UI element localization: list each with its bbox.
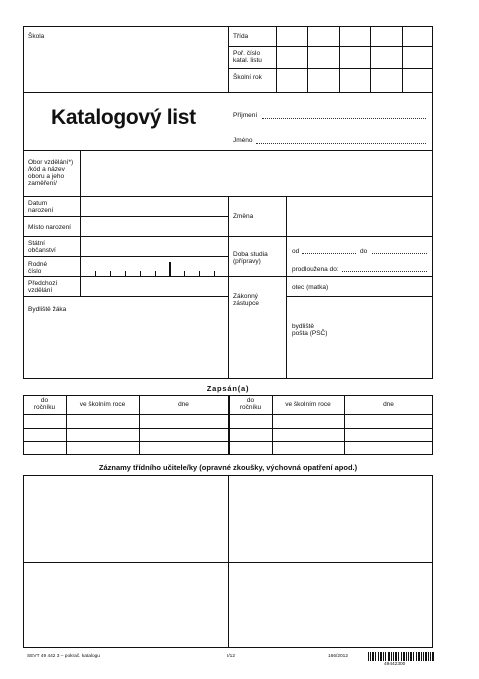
personal-right-row bbox=[286, 296, 433, 297]
header-grid-col bbox=[402, 26, 403, 93]
personal-right-divider bbox=[286, 196, 287, 379]
enrolled-grade-head-2: ročníku bbox=[239, 404, 262, 411]
firstname-line[interactable] bbox=[256, 143, 426, 144]
footer-mid: I/12 bbox=[227, 654, 236, 659]
personal-right-row bbox=[228, 236, 433, 237]
records-title: Záznamy třídního učitele/ky (opravné zkoušky, výchovná opatření apod.) bbox=[98, 463, 358, 472]
enrolled-grade-head-2: ročníku bbox=[33, 404, 56, 411]
tick bbox=[95, 271, 96, 276]
class-label: Třída bbox=[233, 33, 249, 40]
to-label: do bbox=[360, 248, 368, 255]
enrolled-day-head: dne bbox=[178, 401, 189, 408]
personal-row bbox=[23, 236, 228, 237]
rule-under-name bbox=[23, 150, 433, 151]
personal-row bbox=[23, 276, 228, 277]
birth-place-label: Místo narození bbox=[28, 224, 71, 231]
from-label: od bbox=[292, 248, 300, 255]
school-label: Škola bbox=[28, 33, 45, 40]
to-line[interactable] bbox=[372, 253, 427, 254]
address-label-2: pošta (PSČ) bbox=[292, 330, 328, 337]
surname-label: Příjmení bbox=[233, 112, 258, 119]
extended-line[interactable] bbox=[342, 271, 427, 272]
enrolled-day-head: dne bbox=[383, 401, 394, 408]
enrolled-year-head: ve školním roce bbox=[79, 401, 126, 408]
barcode-number: 49442300 bbox=[384, 662, 406, 667]
enrolled-year-head: ve školním roce bbox=[285, 401, 331, 408]
tick bbox=[199, 271, 200, 276]
field-divider bbox=[80, 150, 81, 196]
prev-edu-label-1: Předchozí bbox=[28, 280, 58, 287]
personal-row bbox=[23, 296, 228, 297]
footer-left: SEVT 49 442 3 – pokrač. katalogu bbox=[27, 654, 100, 659]
field-label-2: /kód a název bbox=[28, 166, 65, 173]
header-divider bbox=[228, 26, 229, 93]
study-label-1: Doba studia bbox=[233, 251, 268, 258]
tick bbox=[155, 271, 156, 276]
field-label-1: Obor vzdělání*) bbox=[28, 159, 74, 166]
parent-label: otec (matka) bbox=[292, 284, 329, 291]
citizenship-label-2: občanství bbox=[28, 247, 56, 254]
tick bbox=[214, 271, 215, 276]
id-number-label-1: Rodné bbox=[28, 261, 48, 268]
address-label-1: bydliště bbox=[292, 323, 315, 330]
records-horizontal bbox=[23, 562, 433, 563]
field-label-3: oboru a jeho bbox=[28, 173, 65, 180]
surname-line[interactable] bbox=[262, 118, 426, 119]
enrolled-grade-head-1: do bbox=[40, 397, 49, 404]
page-title: Katalogový list bbox=[51, 106, 196, 129]
catalog-no-label-2: katal. listu bbox=[233, 57, 262, 64]
citizenship-label-1: Státní bbox=[28, 240, 45, 247]
extended-label: prodloužena do: bbox=[292, 266, 339, 273]
personal-right-row bbox=[228, 276, 433, 277]
school-year-label: Školní rok bbox=[233, 74, 262, 81]
personal-left-divider bbox=[80, 196, 81, 296]
personal-row bbox=[23, 256, 228, 257]
personal-row bbox=[23, 216, 228, 217]
personal-mid-divider bbox=[228, 196, 229, 379]
field-label-4: zaměření/ bbox=[28, 180, 57, 187]
id-number-label-2: číslo bbox=[28, 268, 42, 275]
tick-separator bbox=[169, 262, 171, 276]
tick bbox=[125, 271, 126, 276]
barcode bbox=[368, 652, 434, 661]
residence-label: Bydliště žáka bbox=[28, 306, 67, 313]
prev-edu-label-2: vzdělání bbox=[28, 287, 53, 294]
footer-right: 166/2012 bbox=[328, 654, 349, 659]
header-grid-col bbox=[276, 26, 277, 93]
header-grid-col bbox=[370, 26, 371, 93]
firstname-label: Jméno bbox=[233, 137, 253, 144]
birth-date-label-1: Datum bbox=[28, 200, 48, 207]
change-label: Změna bbox=[233, 213, 254, 220]
guardian-label-1: Zákonný bbox=[233, 293, 258, 300]
enrolled-title: Zapsán(a) bbox=[206, 384, 250, 393]
study-label-2: (přípravy) bbox=[233, 258, 261, 265]
enrolled-grade-head-1: do bbox=[246, 397, 255, 404]
from-line[interactable] bbox=[302, 253, 356, 254]
guardian-label-2: zástupce bbox=[233, 300, 260, 307]
tick bbox=[110, 271, 111, 276]
catalog-no-label-1: Poř. číslo bbox=[233, 50, 261, 57]
header-grid-col bbox=[307, 26, 308, 93]
tick bbox=[184, 271, 185, 276]
tick bbox=[140, 271, 141, 276]
header-grid-col bbox=[339, 26, 340, 93]
birth-date-label-2: narození bbox=[28, 207, 54, 214]
